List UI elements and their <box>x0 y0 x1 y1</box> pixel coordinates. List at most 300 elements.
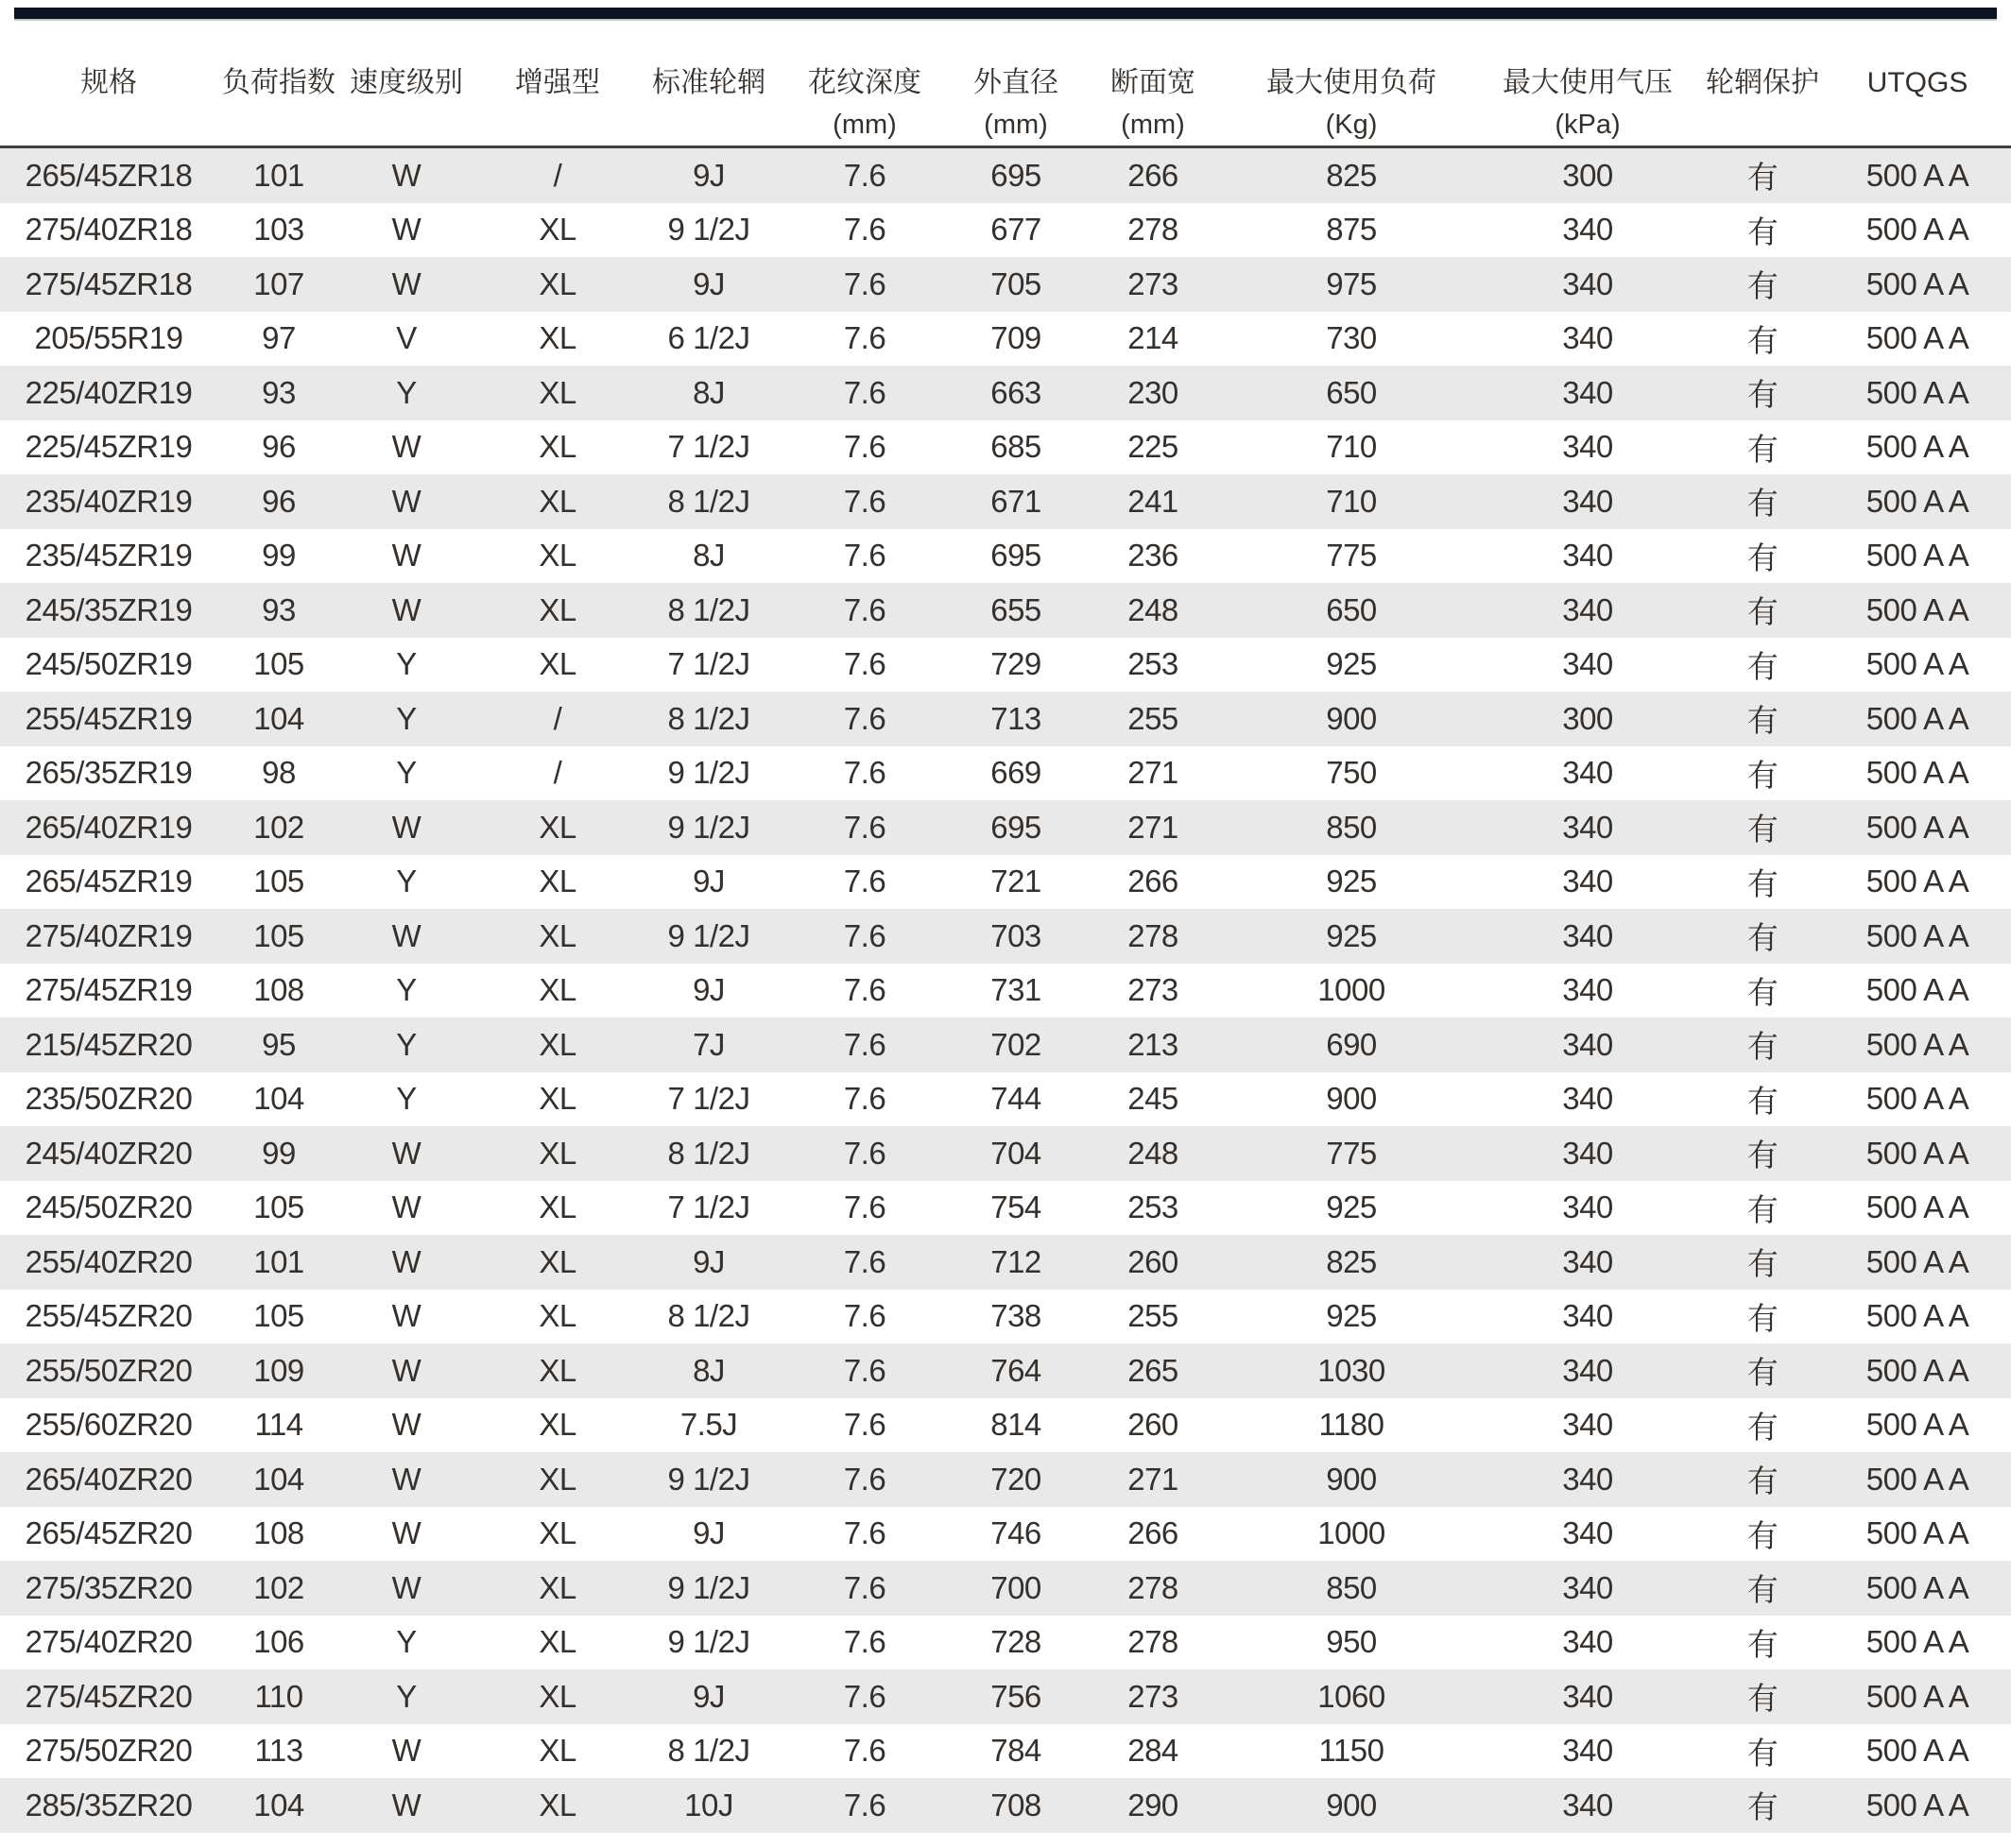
table-cell: Y <box>396 700 417 736</box>
column-header <box>1077 21 1229 147</box>
table-cell: Y <box>396 1678 417 1714</box>
table-cell: 9J <box>693 157 725 193</box>
table-cell: 340 <box>1562 1515 1613 1551</box>
table-row <box>0 1561 2011 1616</box>
table-cell: 9J <box>693 1243 725 1279</box>
table-cell: 245/35ZR19 <box>25 591 193 627</box>
table-cell: 104 <box>253 1461 304 1497</box>
table-cell: 9 1/2J <box>667 1624 750 1660</box>
table-cell: 340 <box>1562 591 1613 627</box>
table-cell: 500 A A <box>1865 212 1969 248</box>
table-cell: 7.6 <box>843 1243 886 1279</box>
table-cell: 900 <box>1326 1081 1377 1117</box>
table-cell: 710 <box>1326 429 1377 465</box>
table-cell: 105 <box>253 646 304 682</box>
table-cell: 7.6 <box>843 538 886 573</box>
table-cell: 705 <box>990 265 1041 301</box>
table-cell: 825 <box>1326 1243 1377 1279</box>
table-cell: 93 <box>262 374 296 410</box>
table-cell: W <box>391 429 421 465</box>
column-header <box>217 21 340 147</box>
table-cell: 225/45ZR19 <box>25 429 193 465</box>
table-cell: 275/35ZR20 <box>25 1569 193 1605</box>
table-cell: 278 <box>1127 1569 1178 1605</box>
table-cell: 709 <box>990 320 1041 356</box>
table-cell: 273 <box>1127 265 1178 301</box>
table-cell: 340 <box>1562 1733 1613 1769</box>
table-cell: 248 <box>1127 591 1178 627</box>
column-header-unit: (Kg) <box>1325 110 1378 140</box>
table-cell: 99 <box>262 538 296 573</box>
header-row <box>0 21 2011 147</box>
table-cell: 900 <box>1326 1787 1377 1822</box>
table-cell: / <box>553 700 562 736</box>
column-header <box>340 21 473 147</box>
table-cell: 500 A A <box>1865 265 1969 301</box>
table-cell: 96 <box>262 483 296 519</box>
table-cell: 284 <box>1127 1733 1178 1769</box>
table-row <box>0 1669 2011 1724</box>
column-header-label: 花纹深度 <box>808 67 921 98</box>
table-cell: 500 A A <box>1865 1026 1969 1062</box>
table-cell: W <box>391 1352 421 1388</box>
table-cell: 8 1/2J <box>667 1733 750 1769</box>
table-cell: 有 <box>1746 1300 1779 1336</box>
table-cell: 有 <box>1746 268 1779 304</box>
table-cell: 有 <box>1746 920 1779 956</box>
table-cell: W <box>391 265 421 301</box>
table-cell: 9J <box>693 1678 725 1714</box>
table-row <box>0 420 2011 475</box>
table-cell: W <box>391 917 421 953</box>
table-cell: 285/35ZR20 <box>25 1787 193 1822</box>
table-cell: 340 <box>1562 972 1613 1008</box>
table-cell: 253 <box>1127 646 1178 682</box>
table-row <box>0 1616 2011 1670</box>
table-cell: Y <box>396 1026 417 1062</box>
table-cell: XL <box>539 1515 576 1551</box>
table-cell: 7.6 <box>843 864 886 899</box>
table-cell: W <box>391 1135 421 1171</box>
column-header-unit: (kPa) <box>1555 110 1621 140</box>
table-cell: 109 <box>253 1352 304 1388</box>
table-cell: 9 1/2J <box>667 212 750 248</box>
table-cell: XL <box>539 1352 576 1388</box>
table-cell: 有 <box>1746 1789 1779 1825</box>
table-cell: 500 A A <box>1865 1624 1969 1660</box>
table-cell: 有 <box>1746 1572 1779 1608</box>
table-row <box>0 855 2011 910</box>
table-cell: 107 <box>253 265 304 301</box>
table-cell: XL <box>539 1624 576 1660</box>
table-cell: 1180 <box>1318 1407 1384 1443</box>
table-cell: 500 A A <box>1865 483 1969 519</box>
table-cell: 7.5J <box>679 1407 738 1443</box>
table-cell: 有 <box>1746 1083 1779 1119</box>
top-accent-bar <box>14 8 1997 21</box>
table-cell: 108 <box>253 1515 304 1551</box>
table-cell: 500 A A <box>1865 1569 1969 1605</box>
table-cell: 7.6 <box>843 1733 886 1769</box>
table-cell: 7.6 <box>843 1026 886 1062</box>
table-cell: 500 A A <box>1865 700 1969 736</box>
table-cell: W <box>391 1569 421 1605</box>
table-cell: XL <box>539 483 576 519</box>
table-cell: 7.6 <box>843 157 886 193</box>
table-cell: 9 1/2J <box>667 1569 750 1605</box>
table-cell: 7J <box>693 1026 725 1062</box>
table-cell: 98 <box>262 755 296 791</box>
table-cell: Y <box>396 1624 417 1660</box>
column-header-unit: (mm) <box>1121 110 1185 140</box>
table-cell: 500 A A <box>1865 1189 1969 1225</box>
table-cell: 650 <box>1326 591 1377 627</box>
table-cell: 704 <box>990 1135 1041 1171</box>
table-cell: 99 <box>262 1135 296 1171</box>
table-cell: 7 1/2J <box>667 429 750 465</box>
table-cell: 265/45ZR19 <box>25 864 193 899</box>
table-cell: 9 1/2J <box>667 755 750 791</box>
table-cell: 10J <box>684 1787 733 1822</box>
table-cell: XL <box>539 1298 576 1334</box>
table-cell: 340 <box>1562 1461 1613 1497</box>
table-cell: 300 <box>1562 700 1613 736</box>
table-cell: 1000 <box>1317 972 1385 1008</box>
table-cell: 有 <box>1746 1681 1779 1717</box>
table-cell: 925 <box>1326 1189 1377 1225</box>
table-cell: 有 <box>1746 974 1779 1010</box>
table-cell: 265/45ZR18 <box>25 157 193 193</box>
table-row <box>0 638 2011 693</box>
table-cell: 7.6 <box>843 212 886 248</box>
table-cell: / <box>553 157 562 193</box>
table-cell: 253 <box>1127 1189 1178 1225</box>
column-header-label: 外直径 <box>973 67 1058 98</box>
table-cell: 7.6 <box>843 917 886 953</box>
table-cell: 105 <box>253 864 304 899</box>
table-cell: 255/45ZR20 <box>25 1298 193 1334</box>
table-cell: W <box>391 212 421 248</box>
table-row <box>0 1724 2011 1779</box>
table-cell: 775 <box>1326 1135 1377 1171</box>
table-cell: 9J <box>693 1515 725 1551</box>
table-cell: 695 <box>990 809 1041 845</box>
table-cell: 9 1/2J <box>667 917 750 953</box>
table-cell: 500 A A <box>1865 1678 1969 1714</box>
table-cell: XL <box>539 1407 576 1443</box>
table-cell: 7.6 <box>843 1407 886 1443</box>
table-cell: XL <box>539 1569 576 1605</box>
table-cell: 7.6 <box>843 1624 886 1660</box>
table-row <box>0 692 2011 746</box>
table-cell: 265/35ZR19 <box>25 755 193 791</box>
table-cell: XL <box>539 1461 576 1497</box>
column-header <box>954 21 1077 147</box>
table-cell: W <box>391 1733 421 1769</box>
table-cell: Y <box>396 374 417 410</box>
table-cell: 275/45ZR20 <box>25 1678 193 1714</box>
table-row <box>0 800 2011 855</box>
table-cell: 101 <box>253 157 304 193</box>
table-cell: W <box>391 538 421 573</box>
table-cell: 500 A A <box>1865 374 1969 410</box>
column-header-label: 断面宽 <box>1110 67 1195 98</box>
table-cell: 113 <box>254 1733 303 1769</box>
table-row <box>0 1018 2011 1072</box>
table-cell: 500 A A <box>1865 972 1969 1008</box>
table-cell: 7.6 <box>843 1135 886 1171</box>
table-cell: 7.6 <box>843 1298 886 1334</box>
table-cell: 340 <box>1562 646 1613 682</box>
table-cell: 有 <box>1746 486 1779 522</box>
table-cell: 290 <box>1127 1787 1178 1822</box>
table-cell: 708 <box>990 1787 1041 1822</box>
table-cell: 213 <box>1127 1026 1178 1062</box>
table-cell: 8J <box>693 1352 725 1388</box>
table-cell: 721 <box>990 864 1041 899</box>
table-cell: 500 A A <box>1865 1298 1969 1334</box>
table-cell: 731 <box>990 972 1041 1008</box>
table-cell: Y <box>396 755 417 791</box>
table-header <box>0 21 2011 147</box>
table-cell: W <box>391 157 421 193</box>
table-cell: 265/40ZR19 <box>25 809 193 845</box>
table-cell: 106 <box>253 1624 304 1660</box>
table-cell: 9J <box>693 864 725 899</box>
table-cell: 有 <box>1746 865 1779 901</box>
table-cell: 245/50ZR20 <box>25 1189 193 1225</box>
table-cell: XL <box>539 646 576 682</box>
table-cell: 340 <box>1562 538 1613 573</box>
table-body <box>0 147 2011 1833</box>
table-cell: 925 <box>1326 1298 1377 1334</box>
table-cell: 340 <box>1562 1189 1613 1225</box>
table-cell: 104 <box>253 1787 304 1822</box>
table-cell: W <box>391 483 421 519</box>
table-cell: 有 <box>1746 1517 1779 1553</box>
table-cell: Y <box>396 864 417 899</box>
table-cell: 有 <box>1746 703 1779 739</box>
table-cell: 340 <box>1562 1624 1613 1660</box>
table-cell: 8 1/2J <box>667 483 750 519</box>
table-cell: 744 <box>990 1081 1041 1117</box>
table-cell: 8J <box>693 374 725 410</box>
table-row <box>0 203 2011 258</box>
table-cell: 241 <box>1127 483 1178 519</box>
table-cell: 695 <box>990 538 1041 573</box>
table-cell: 114 <box>254 1407 303 1443</box>
table-cell: 7.6 <box>843 755 886 791</box>
table-cell: XL <box>539 864 576 899</box>
table-cell: 245/40ZR20 <box>25 1135 193 1171</box>
table-cell: 97 <box>262 320 296 356</box>
table-cell: 925 <box>1326 864 1377 899</box>
table-cell: 278 <box>1127 212 1178 248</box>
table-cell: 7.6 <box>843 700 886 736</box>
table-cell: 950 <box>1326 1624 1377 1660</box>
table-cell: 266 <box>1127 1515 1178 1551</box>
table-cell: 7.6 <box>843 374 886 410</box>
table-cell: 265/40ZR20 <box>25 1461 193 1497</box>
table-cell: 925 <box>1326 917 1377 953</box>
table-row <box>0 746 2011 801</box>
table-cell: XL <box>539 1678 576 1714</box>
table-cell: XL <box>539 972 576 1008</box>
column-header <box>1701 21 1824 147</box>
table-cell: 236 <box>1127 538 1178 573</box>
table-cell: / <box>553 755 562 791</box>
table-cell: XL <box>539 591 576 627</box>
table-cell: 703 <box>990 917 1041 953</box>
table-cell: 756 <box>990 1678 1041 1714</box>
table-cell: 230 <box>1127 374 1178 410</box>
table-cell: 225 <box>1127 429 1178 465</box>
table-row <box>0 583 2011 638</box>
table-cell: 710 <box>1326 483 1377 519</box>
table-cell: 1030 <box>1317 1352 1385 1388</box>
table-cell: 9 1/2J <box>667 809 750 845</box>
tire-spec-table <box>0 21 2011 1833</box>
table-cell: XL <box>539 374 576 410</box>
table-cell: 255/50ZR20 <box>25 1352 193 1388</box>
table-cell: 105 <box>253 1189 304 1225</box>
column-header-label: 轮辋保护 <box>1706 67 1819 98</box>
table-cell: 340 <box>1562 483 1613 519</box>
table-cell: 8 1/2J <box>667 700 750 736</box>
table-cell: 有 <box>1746 160 1779 196</box>
table-cell: 有 <box>1746 214 1779 249</box>
table-cell: 有 <box>1746 1029 1779 1065</box>
column-header <box>473 21 643 147</box>
table-cell: 7.6 <box>843 1352 886 1388</box>
table-cell: 925 <box>1326 646 1377 682</box>
column-header-unit: (mm) <box>984 110 1048 140</box>
table-cell: 7.6 <box>843 646 886 682</box>
table-cell: 900 <box>1326 1461 1377 1497</box>
table-cell: 671 <box>990 483 1041 519</box>
table-cell: 1000 <box>1317 1515 1385 1551</box>
table-row <box>0 1290 2011 1344</box>
table-cell: XL <box>539 1733 576 1769</box>
table-cell: 有 <box>1746 1409 1779 1445</box>
table-cell: 975 <box>1326 265 1377 301</box>
table-cell: 245/50ZR19 <box>25 646 193 682</box>
table-cell: 273 <box>1127 1678 1178 1714</box>
table-row <box>0 964 2011 1018</box>
table-cell: 340 <box>1562 1569 1613 1605</box>
table-cell: 7.6 <box>843 1678 886 1714</box>
table-cell: W <box>391 1461 421 1497</box>
table-cell: 500 A A <box>1865 646 1969 682</box>
table-cell: 278 <box>1127 1624 1178 1660</box>
table-cell: 266 <box>1127 157 1178 193</box>
table-row <box>0 1778 2011 1833</box>
table-cell: 275/45ZR19 <box>25 972 193 1008</box>
table-cell: 有 <box>1746 757 1779 793</box>
table-cell: 746 <box>990 1515 1041 1551</box>
table-cell: 340 <box>1562 265 1613 301</box>
column-header-label: UTQGS <box>1866 67 1968 98</box>
table-cell: XL <box>539 429 576 465</box>
table-cell: Y <box>396 646 417 682</box>
table-cell: 235/50ZR20 <box>25 1081 193 1117</box>
table-cell: 729 <box>990 646 1041 682</box>
table-cell: 96 <box>262 429 296 465</box>
table-cell: 500 A A <box>1865 1515 1969 1551</box>
table-cell: 275/45ZR18 <box>25 265 193 301</box>
table-cell: 7 1/2J <box>667 1189 750 1225</box>
column-header <box>643 21 775 147</box>
table-cell: 7.6 <box>843 1081 886 1117</box>
table-cell: 7 1/2J <box>667 1081 750 1117</box>
table-cell: 有 <box>1746 812 1779 847</box>
table-cell: XL <box>539 1787 576 1822</box>
table-cell: 500 A A <box>1865 1407 1969 1443</box>
table-cell: 248 <box>1127 1135 1178 1171</box>
table-cell: 有 <box>1746 377 1779 413</box>
table-cell: 340 <box>1562 1407 1613 1443</box>
table-cell: 7.6 <box>843 809 886 845</box>
table-cell: 225/40ZR19 <box>25 374 193 410</box>
table-cell: W <box>391 1515 421 1551</box>
table-cell: 677 <box>990 212 1041 248</box>
table-cell: 273 <box>1127 972 1178 1008</box>
table-cell: 730 <box>1326 320 1377 356</box>
table-cell: 110 <box>254 1678 303 1714</box>
column-header <box>775 21 954 147</box>
table-cell: 340 <box>1562 1352 1613 1388</box>
table-cell: 8J <box>693 538 725 573</box>
table-cell: 500 A A <box>1865 1081 1969 1117</box>
table-cell: 260 <box>1127 1407 1178 1443</box>
column-header-label: 速度级别 <box>350 67 463 98</box>
table-cell: 255 <box>1127 1298 1178 1334</box>
table-cell: 825 <box>1326 157 1377 193</box>
table-cell: 260 <box>1127 1243 1178 1279</box>
table-cell: 105 <box>253 917 304 953</box>
table-cell: 720 <box>990 1461 1041 1497</box>
table-cell: 有 <box>1746 431 1779 467</box>
table-cell: 500 A A <box>1865 1243 1969 1279</box>
table-cell: 738 <box>990 1298 1041 1334</box>
table-cell: XL <box>539 212 576 248</box>
table-cell: 650 <box>1326 374 1377 410</box>
table-cell: Y <box>396 1081 417 1117</box>
table-cell: W <box>391 1787 421 1822</box>
table-cell: 95 <box>262 1026 296 1062</box>
table-cell: XL <box>539 809 576 845</box>
table-cell: 102 <box>253 809 304 845</box>
table-row <box>0 366 2011 420</box>
table-cell: 340 <box>1562 429 1613 465</box>
table-cell: 有 <box>1746 1626 1779 1662</box>
table-cell: 300 <box>1562 157 1613 193</box>
table-cell: W <box>391 1298 421 1334</box>
table-cell: 695 <box>990 157 1041 193</box>
table-cell: 有 <box>1746 1735 1779 1771</box>
table-cell: 255/45ZR19 <box>25 700 193 736</box>
table-cell: 814 <box>990 1407 1041 1443</box>
table-cell: 有 <box>1746 1246 1779 1282</box>
table-cell: 340 <box>1562 1026 1613 1062</box>
table-cell: 有 <box>1746 594 1779 630</box>
column-header-label: 规格 <box>80 67 137 98</box>
table-cell: 有 <box>1746 648 1779 684</box>
table-cell: 275/40ZR18 <box>25 212 193 248</box>
table-cell: 有 <box>1746 1463 1779 1499</box>
table-cell: 500 A A <box>1865 1733 1969 1769</box>
table-cell: XL <box>539 265 576 301</box>
